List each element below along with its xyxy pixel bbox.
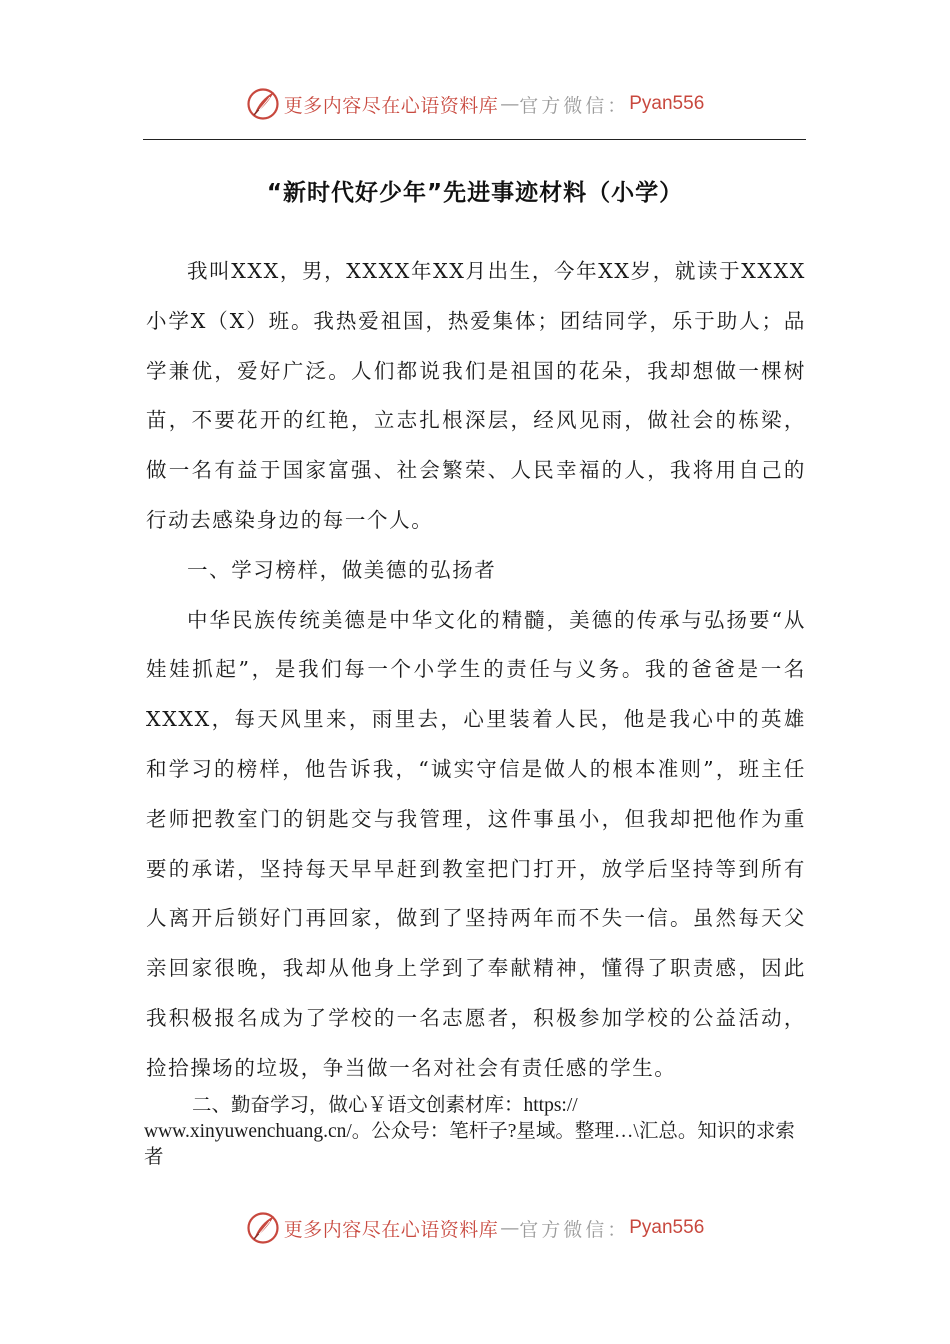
paragraph-intro: 我叫XXX，男，XXXX年XX月出生，今年XX岁，就读于XXXX小学X（X）班。我热爱祖国，热爱集体；团结同学，乐于助人；品学兼优，爱好广泛。人们都说我们是祖国的花朵，我却想做一棵树苗，不要花开的红艳，立志扎根深层，经风见雨，做社会的栋梁，做一名有益于国家富强、社会繁荣、人民幸福的人，我将用自己的行动去感染身边的每一个人。 xyxy=(146,259,806,532)
header-banner xyxy=(0,82,950,126)
banner-dash: — xyxy=(500,1217,518,1239)
banner-wechat-label: 官方微信： xyxy=(519,1218,630,1241)
quill-pen-logo-icon xyxy=(246,1211,280,1245)
paragraph-section-1: 中华民族传统美德是中华文化的精髓，美德的传承与弘扬要“从娃娃抓起”，是我们每一个小学生的责任与义务。我的爸爸是一名XXXX，每天风里来，雨里去，心里装着人民，他是我心中的英雄和学习的榜样，他告诉我，“诚实守信是做人的根本准则”，班主任老师把教室门的钥匙交与我管理，这件事虽小，但我却把他作为重要的承诺，坚持每天早早赶到教室把门打开，放学后坚持等到所有人离开后锁好门再回家，做到了坚持两年而不失一信。虽然每天父亲回家很晚，我却从他身上学到了奉献精神，懂得了职责感，因此我积极报名成为了学校的一名志愿者，积极参加学校的公益活动，捡拾操场的垃圾，争当做一名对社会有责任感的学生。 xyxy=(146,607,806,1080)
tail-line-1: 二、勤奋学习，做心￥语文创素材库：https:// xyxy=(192,1095,578,1116)
banner-slogan: 更多内容尽在心语资料库 xyxy=(283,1218,499,1241)
header-divider xyxy=(143,139,806,140)
section-heading-1: 一、学习榜样，做美德的弘扬者 xyxy=(187,557,497,582)
banner-wechat-id: Pyan556 xyxy=(629,93,705,114)
tail-line-3: 者 xyxy=(144,1147,164,1168)
banner-slogan: 更多内容尽在心语资料库 xyxy=(283,94,499,117)
document-title: “新时代好少年”先进事迹材料（小学） xyxy=(266,180,684,206)
document-body xyxy=(146,247,806,1094)
footer-banner xyxy=(0,1206,950,1250)
banner-wechat-label: 官方微信： xyxy=(519,94,630,117)
tail-line-2: www.xinyuwenchuang.cn/。公众号：笔杆子?星域。整理…\汇总。知识的求索 xyxy=(144,1121,795,1142)
quill-pen-logo-icon xyxy=(246,87,280,121)
banner-dash: — xyxy=(500,93,518,115)
banner-wechat-id: Pyan556 xyxy=(629,1217,705,1238)
document-tail xyxy=(144,1093,808,1171)
